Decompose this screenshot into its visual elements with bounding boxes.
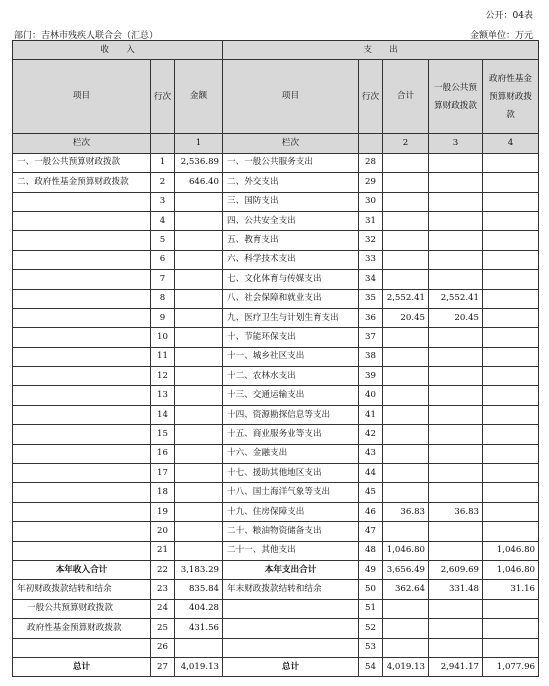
expense-total (383, 347, 429, 366)
expense-general: 20.45 (429, 308, 483, 327)
expense-item: 十二、农林水支出 (223, 367, 359, 386)
expense-item: 五、教育支出 (223, 231, 359, 250)
expense-index-3: 3 (429, 134, 483, 153)
table-row (13, 405, 539, 424)
income-amount (175, 425, 223, 444)
income-item (13, 444, 151, 463)
expense-general (429, 153, 483, 172)
income-item: 二、政府性基金预算财政拨款 (13, 173, 151, 192)
grand-total-amount: 4,019.13 (175, 657, 223, 676)
expense-item: 十三、交通运输支出 (223, 386, 359, 405)
expense-item: 二十一、其他支出 (223, 541, 359, 560)
income-amount (175, 231, 223, 250)
expense-item: 十七、援助其他地区支出 (223, 464, 359, 483)
expense-line-no: 37 (359, 328, 383, 347)
carry-row (13, 580, 539, 599)
table-row (13, 386, 539, 405)
expense-total (383, 522, 429, 541)
expense-fund (483, 173, 539, 192)
income-item (13, 192, 151, 211)
expense-general (429, 386, 483, 405)
expense-item: 十六、金融支出 (223, 444, 359, 463)
income-expense-total-row (13, 560, 539, 579)
expense-general (429, 444, 483, 463)
income-line-no: 19 (151, 502, 175, 521)
expense-line-no: 45 (359, 483, 383, 502)
table-row (13, 425, 539, 444)
income-index-1: 1 (175, 134, 223, 153)
expense-line-no: 48 (359, 541, 383, 560)
table-row (13, 541, 539, 560)
grand-total-expense-general: 2,941.17 (429, 657, 483, 676)
income-item (13, 425, 151, 444)
expense-fund (483, 347, 539, 366)
expense-general (429, 231, 483, 250)
carry-in-amount: 835.84 (175, 580, 223, 599)
carry-out-total: 362.64 (383, 580, 429, 599)
income-line-no: 1 (151, 153, 175, 172)
form-id: 公开：04表 (485, 11, 533, 21)
column-header-row (13, 60, 539, 134)
expense-total (383, 250, 429, 269)
expense-fund (483, 444, 539, 463)
expense-general (429, 328, 483, 347)
table-row (13, 464, 539, 483)
expense-line-no: 42 (359, 425, 383, 444)
table-row (13, 308, 539, 327)
expense-line-no: 40 (359, 386, 383, 405)
income-item (13, 367, 151, 386)
expense-line-no: 28 (359, 153, 383, 172)
expense-general: 36.83 (429, 502, 483, 521)
income-amount (175, 386, 223, 405)
department-label: 部门：吉林市残疾人联合会（汇总） (14, 31, 159, 41)
table-row (13, 367, 539, 386)
expense-general (429, 483, 483, 502)
income-line-no: 6 (151, 250, 175, 269)
expense-fund (483, 425, 539, 444)
table-row (13, 483, 539, 502)
table-row (13, 444, 539, 463)
income-line-no: 10 (151, 328, 175, 347)
grand-total-label: 总计 (13, 657, 151, 676)
income-item (13, 464, 151, 483)
income-item-header: 项目 (13, 60, 151, 134)
income-item (13, 231, 151, 250)
expense-total (383, 405, 429, 424)
income-amount (175, 308, 223, 327)
income-line-no: 21 (151, 541, 175, 560)
income-item (13, 250, 151, 269)
table-row (13, 328, 539, 347)
income-amount (175, 328, 223, 347)
expense-line-no: 30 (359, 192, 383, 211)
table-row (13, 211, 539, 230)
expense-general (429, 270, 483, 289)
expense-item: 八、社会保障和就业支出 (223, 289, 359, 308)
expense-total-label: 本年支出合计 (223, 560, 359, 579)
income-line-no: 20 (151, 522, 175, 541)
table-row (13, 270, 539, 289)
expense-fund: 1,046.80 (483, 541, 539, 560)
income-item (13, 522, 151, 541)
income-total-amount: 3,183.29 (175, 560, 223, 579)
income-item (13, 270, 151, 289)
income-amount (175, 250, 223, 269)
section-header-row (13, 41, 539, 60)
expense-item: 二十、粮油物资储备支出 (223, 522, 359, 541)
expense-item: 三、国防支出 (223, 192, 359, 211)
income-amount (175, 367, 223, 386)
income-amount (175, 347, 223, 366)
income-line-no: 9 (151, 308, 175, 327)
income-item: 一、一般公共预算财政拨款 (13, 153, 151, 172)
expense-line-no: 35 (359, 289, 383, 308)
income-amount (175, 211, 223, 230)
expense-total (383, 464, 429, 483)
income-item (13, 502, 151, 521)
table-row (13, 231, 539, 250)
expense-item: 四、公共安全支出 (223, 211, 359, 230)
expense-general (429, 347, 483, 366)
income-item (13, 211, 151, 230)
expense-total (383, 192, 429, 211)
expense-line-no: 33 (359, 250, 383, 269)
expense-general (429, 405, 483, 424)
carry-fund-no: 25 (151, 619, 175, 638)
income-amount (175, 541, 223, 560)
expense-general (429, 250, 483, 269)
expense-item: 十、节能环保支出 (223, 328, 359, 347)
expense-total (383, 444, 429, 463)
expense-item: 一、一般公共服务支出 (223, 153, 359, 172)
expense-total (383, 270, 429, 289)
expense-item: 十一、城乡社区支出 (223, 347, 359, 366)
blank-row-no: 26 (151, 638, 175, 657)
expense-total: 2,552.41 (383, 289, 429, 308)
expense-total (383, 153, 429, 172)
income-amount (175, 483, 223, 502)
carry-general-row (13, 599, 539, 618)
expense-general (429, 173, 483, 192)
income-line-no: 15 (151, 425, 175, 444)
carry-general-no: 24 (151, 599, 175, 618)
expense-fund (483, 522, 539, 541)
income-amount (175, 522, 223, 541)
income-section-title: 收 入 (13, 41, 223, 60)
carry-out-label: 年末财政拨款结转和结余 (223, 580, 359, 599)
expense-total (383, 231, 429, 250)
expense-line-no: 44 (359, 464, 383, 483)
expense-fund-header: 政府性基金预算财政拨款 (483, 60, 539, 134)
income-line-no: 13 (151, 386, 175, 405)
income-line-no: 17 (151, 464, 175, 483)
income-item (13, 541, 151, 560)
expense-item: 十四、资源勘探信息等支出 (223, 405, 359, 424)
income-item (13, 328, 151, 347)
expense-total (383, 386, 429, 405)
expense-total (383, 328, 429, 347)
table-row (13, 153, 539, 172)
expense-line-no: 31 (359, 211, 383, 230)
expense-fund (483, 464, 539, 483)
expense-item: 十八、国土海洋气象等支出 (223, 483, 359, 502)
expense-general: 2,552.41 (429, 289, 483, 308)
expense-general (429, 522, 483, 541)
expense-item: 十九、住房保障支出 (223, 502, 359, 521)
income-line-no: 14 (151, 405, 175, 424)
carry-fund-expense-no: 52 (359, 619, 383, 638)
income-line-no: 2 (151, 173, 175, 192)
income-line-no: 4 (151, 211, 175, 230)
income-line-no: 3 (151, 192, 175, 211)
expense-general (429, 541, 483, 560)
expense-total (383, 211, 429, 230)
expense-item: 七、文化体育与传媒支出 (223, 270, 359, 289)
income-item (13, 289, 151, 308)
expense-item: 十五、商业服务业等支出 (223, 425, 359, 444)
grand-total-expense-label: 总计 (223, 657, 359, 676)
expense-fund (483, 270, 539, 289)
expense-total-no: 49 (359, 560, 383, 579)
expense-line-no: 34 (359, 270, 383, 289)
expense-index-2: 2 (383, 134, 429, 153)
grand-total-row (13, 657, 539, 676)
grand-total-expense-fund: 1,077.96 (483, 657, 539, 676)
table-row (13, 250, 539, 269)
expense-item: 二、外交支出 (223, 173, 359, 192)
income-amount-header: 金额 (175, 60, 223, 134)
carry-general-label: 一般公共预算财政拨款 (13, 599, 151, 618)
income-line-no: 11 (151, 347, 175, 366)
income-line-no: 8 (151, 289, 175, 308)
income-total-label: 本年收入合计 (13, 560, 151, 579)
income-line-no: 12 (151, 367, 175, 386)
income-item (13, 405, 151, 424)
expense-fund (483, 502, 539, 521)
income-amount (175, 444, 223, 463)
table-row (13, 173, 539, 192)
table-row (13, 502, 539, 521)
carry-in-no: 23 (151, 580, 175, 599)
expense-fund (483, 483, 539, 502)
income-item (13, 483, 151, 502)
income-item (13, 386, 151, 405)
income-index-label: 栏次 (13, 134, 151, 153)
expense-total (383, 425, 429, 444)
income-amount (175, 464, 223, 483)
expense-total (383, 367, 429, 386)
expense-general (429, 211, 483, 230)
grand-total-expense-no: 54 (359, 657, 383, 676)
income-line-no: 7 (151, 270, 175, 289)
index-row (13, 134, 539, 153)
expense-general (429, 192, 483, 211)
expense-fund (483, 367, 539, 386)
expense-line-no: 39 (359, 367, 383, 386)
expense-fund (483, 153, 539, 172)
carry-fund-amount: 431.56 (175, 619, 223, 638)
expense-index-4: 4 (483, 134, 539, 153)
table-row (13, 192, 539, 211)
expense-fund (483, 405, 539, 424)
expense-total-fund: 1,046.80 (483, 560, 539, 579)
expense-line-no: 41 (359, 405, 383, 424)
expense-fund (483, 211, 539, 230)
expense-total-general: 2,609.69 (429, 560, 483, 579)
expense-total-sum: 3,656.49 (383, 560, 429, 579)
expense-line-header: 行次 (359, 60, 383, 134)
table-row (13, 347, 539, 366)
grand-total-no: 27 (151, 657, 175, 676)
grand-total-expense-total: 4,019.13 (383, 657, 429, 676)
expense-line-no: 32 (359, 231, 383, 250)
expense-item: 六、科学技术支出 (223, 250, 359, 269)
expense-item-header: 项目 (223, 60, 359, 134)
expense-total (383, 173, 429, 192)
expense-general (429, 464, 483, 483)
income-line-no: 18 (151, 483, 175, 502)
carry-general-expense-no: 51 (359, 599, 383, 618)
carry-general-amount: 404.28 (175, 599, 223, 618)
income-item (13, 308, 151, 327)
income-amount (175, 405, 223, 424)
income-amount (175, 502, 223, 521)
carry-out-no: 50 (359, 580, 383, 599)
table-row (13, 289, 539, 308)
expense-general-header: 一般公共预算财政拨款 (429, 60, 483, 134)
expense-total: 36.83 (383, 502, 429, 521)
expense-line-no: 46 (359, 502, 383, 521)
expense-fund (483, 308, 539, 327)
carry-fund-label: 政府性基金预算财政拨款 (13, 619, 151, 638)
expense-general (429, 425, 483, 444)
expense-fund (483, 289, 539, 308)
income-amount (175, 192, 223, 211)
amount-unit: 金额单位：万元 (469, 31, 533, 41)
income-item (13, 347, 151, 366)
table-row (13, 522, 539, 541)
carry-in-label: 年初财政拨款结转和结余 (13, 580, 151, 599)
income-amount: 646.40 (175, 173, 223, 192)
expense-fund (483, 386, 539, 405)
expense-total: 1,046.80 (383, 541, 429, 560)
carry-out-fund: 31.16 (483, 580, 539, 599)
income-total-no: 22 (151, 560, 175, 579)
expense-fund (483, 328, 539, 347)
carry-out-general: 331.48 (429, 580, 483, 599)
expense-item: 九、医疗卫生与计划生育支出 (223, 308, 359, 327)
blank-row-expense-no: 53 (359, 638, 383, 657)
expense-fund (483, 192, 539, 211)
expense-line-no: 47 (359, 522, 383, 541)
expense-fund (483, 231, 539, 250)
carry-fund-row (13, 619, 539, 638)
expense-line-no: 36 (359, 308, 383, 327)
expense-index-label: 栏次 (223, 134, 359, 153)
expense-total: 20.45 (383, 308, 429, 327)
income-amount: 2,536.89 (175, 153, 223, 172)
expense-section-title: 支 出 (223, 41, 539, 60)
expense-total (383, 483, 429, 502)
income-amount (175, 270, 223, 289)
income-line-no: 5 (151, 231, 175, 250)
expense-line-no: 38 (359, 347, 383, 366)
expense-line-no: 29 (359, 173, 383, 192)
expense-line-no: 43 (359, 444, 383, 463)
income-line-header: 行次 (151, 60, 175, 134)
expense-total-header: 合计 (383, 60, 429, 134)
expense-general (429, 367, 483, 386)
income-amount (175, 289, 223, 308)
income-line-no: 16 (151, 444, 175, 463)
expense-fund (483, 250, 539, 269)
budget-table (12, 40, 539, 677)
blank-row (13, 638, 539, 657)
